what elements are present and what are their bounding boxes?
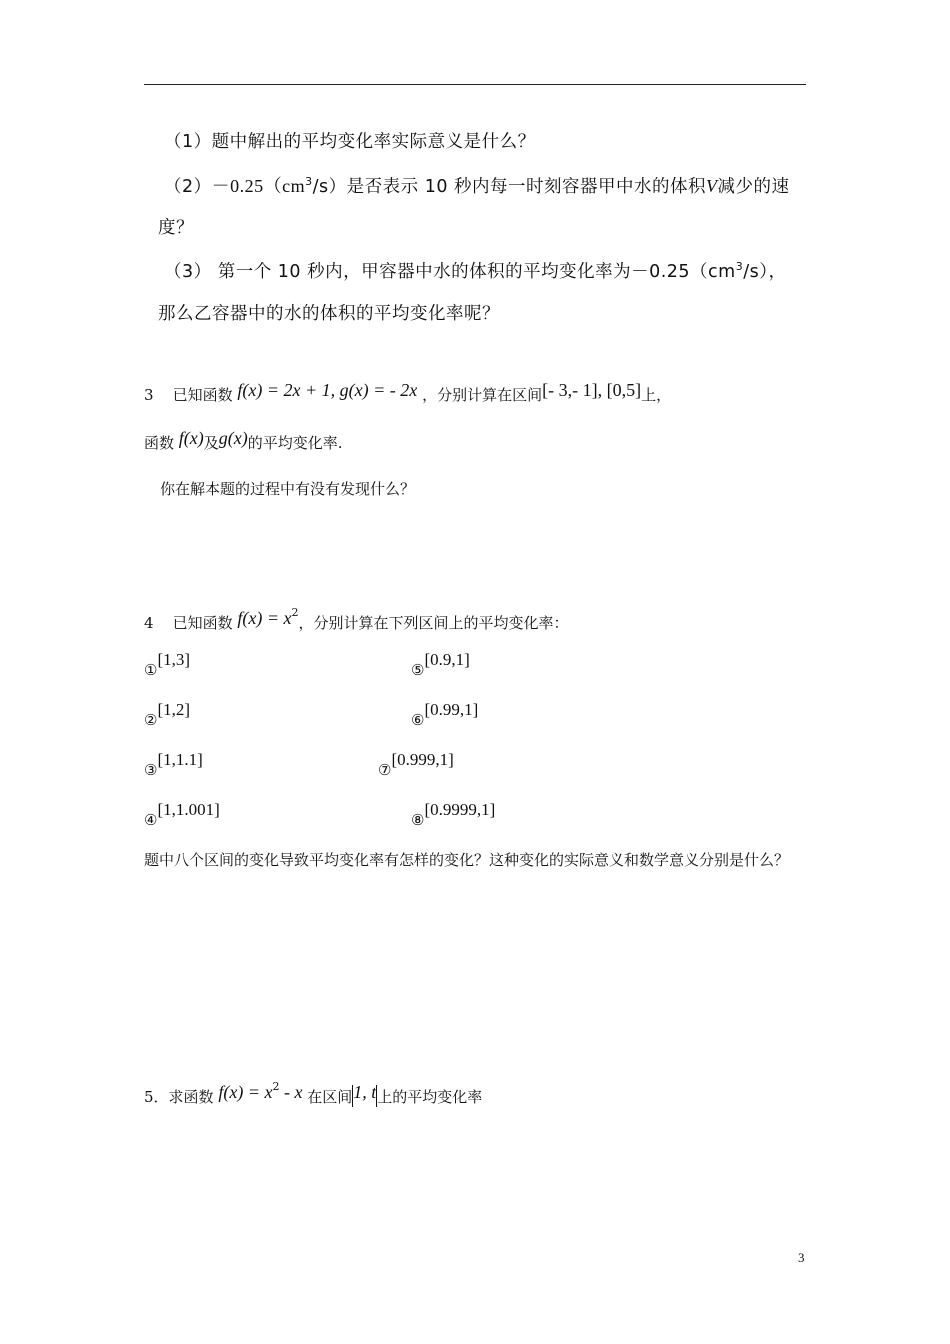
q4-item-7: ⑦[0.999,1] xyxy=(378,750,454,779)
q4-item-5: ⑤[0.9,1] xyxy=(411,650,470,679)
q4-item-3: ③[1,1.1] xyxy=(144,750,203,779)
q5-line: 5．求函数 $f(x) = x^2 - x$ 在区间1, t上的平均变化率 xyxy=(144,1080,483,1106)
q4-item-6: ⑥[0.99,1] xyxy=(411,700,479,729)
q2-sub3: （3） 第一个 10 秒内，甲容器中水的体积的平均变化率为$-0.25(cm^3/s)$， xyxy=(164,260,787,282)
q2-sub2: $(2)-0.25(cm^3/s)$是否表示 10 秒内每一时刻容器甲中水的体积V减少的速 xyxy=(164,175,790,197)
header-rule xyxy=(144,84,806,85)
q4-question: 题中八个区间的变化导致平均变化率有怎样的变化？这种变化的实际意义和数学意义分别是什么？ xyxy=(144,851,790,869)
q3-line3: 你在解本题的过程中有没有发现什么？ xyxy=(160,480,416,498)
q4-item-4: ④[1,1.001] xyxy=(144,800,220,829)
q4-item-1: ①[1,3] xyxy=(144,650,191,679)
q4-item-8: ⑧[0.9999,1] xyxy=(411,800,496,829)
q4-item-2: ②[1,2] xyxy=(144,700,191,729)
page-number: 3 xyxy=(798,1250,805,1265)
q2-sub2-cont: 度？ xyxy=(158,218,194,238)
q4-line1: 4 已知函数 $f(x) = x^2$，分别计算在下列区间上的平均变化率： xyxy=(144,606,569,632)
q2-sub1: （1）题中解出的平均变化率实际意义是什么？ xyxy=(164,132,536,152)
q3-line1: 3 已知函数 f(x) = 2x + 1, g(x) = - 2x ，分别计算在区间[- 3,- 1], [0,5]上， xyxy=(144,380,672,404)
q3-line2: 函数 f(x)及g(x)的平均变化率. xyxy=(144,428,343,452)
q2-sub3-cont: 那么乙容器中的水的体积的平均变化率呢？ xyxy=(158,304,500,324)
